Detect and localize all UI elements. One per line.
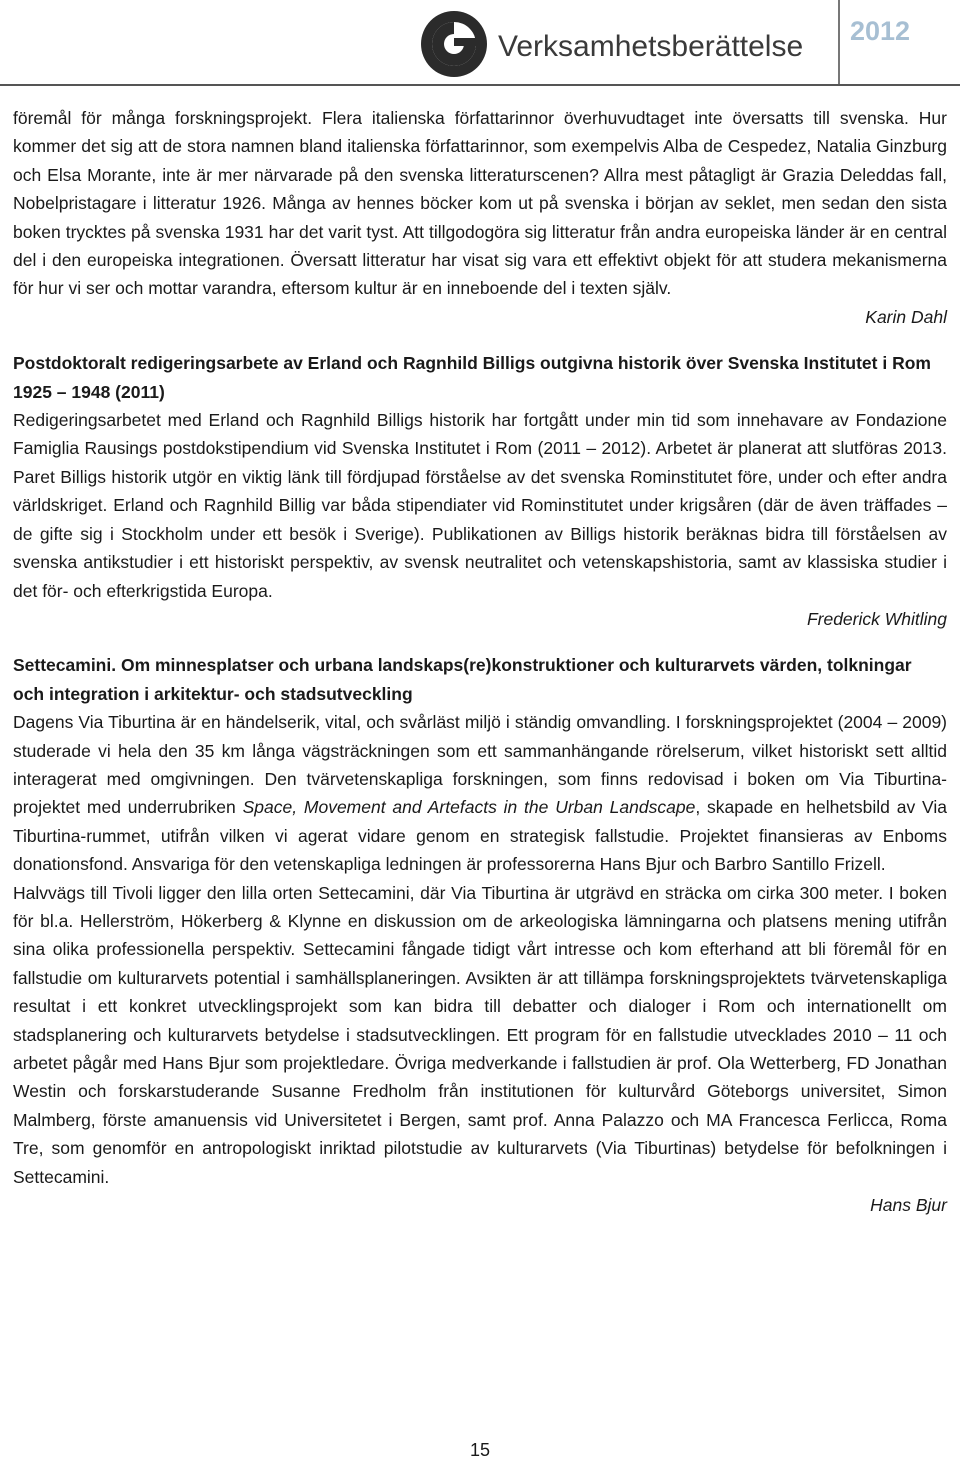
institute-logo bbox=[418, 8, 490, 80]
intro-paragraph: föremål för många forskningsprojekt. Flera italienska författarinnor överhuvudtaget inte översatts till svenska. Hur kommer det sig att de stora namnen bland italienska författarinnor, som exempelvis Alba de Cespedez, Natalia Ginzburg och Elsa Morante, inte är mer närvarade på den svenska litteraturscenen? Allra mest påtagligt är Grazia Deleddas fall, Nobelpristagare i litteratur 1926. Många av hennes böcker kom ut på svenska i början av seklet, men sedan den sista boken trycktes på svenska 1931 har det varit tyst. Att tillgodogöra sig litteratur från andra europeiska länder är en central del i den europeiska integrationen. Översatt litteratur har visat sig vara ett effektivt objekt för att studera mekanismerna för hur vi ser och mottar varandra, eftersom kultur är en inneboende del i texten själv. bbox=[13, 108, 947, 299]
page-number: 15 bbox=[469, 1440, 491, 1460]
billig-paragraph: Redigeringsarbetet med Erland och Ragnhild Billigs historik har fortgått under min tid som innehavare av Fondazione Famiglia Rausings postdokstipendium vid Svenska Institutet i Rom (2011 – 2012). Arbetet är planerat att slutföras 2013. Paret Billigs historik utgör en viktig länk till fördjupad förståelse av det svenska Rominstitutet före, under och efter andra världskriget. Erland och Ragnhild Billig var båda stipendiater vid Rominstitutet under krigsåren (där de även träffades – de gifte sig i Stockholm under ett besök i Sverige). Publikationen av Billigs historik beräknas bidra till förståelsen av svenska antikstudier i ett historiskt perspektiv, av svensk neutralitet och vetenskapshistoria, samt av klassiska studier i det för- och efterkrigstida Europa. bbox=[13, 410, 947, 601]
page-header bbox=[0, 0, 960, 88]
settecamini-text-a: Dagens Via Tiburtina är en händelserik, vital, och svårläst miljö i ständig omvandling. I forskningsprojektet (2004 – 2009) studerade vi hela den 35 km långa vägsträckningen som ett sammanhängande rörelserum, vilket historiskt sett alltid interagerat med omgivningen. Den tvärvetenskapliga forskningen, som finns redovisad i boken om Via Tiburtina-projektet med underrubriken bbox=[13, 712, 947, 818]
report-title: Verksamhetsberättelse bbox=[498, 30, 804, 63]
billig-signature: Frederick Whitling bbox=[806, 608, 947, 629]
book-subtitle: Space, Movement and Artefacts in the Urban Landscape bbox=[242, 797, 696, 818]
settecamini-paragraph-2: Halvvägs till Tivoli ligger den lilla orten Settecamini, där Via Tiburtina är utgrävd en sträcka om cirka 300 meter. I boken för bl.a. Hellerström, Hökerberg & Klynne en diskussion om de arkeologiska lämningarna och platsens mening utifrån sina olika professionella perspektiv. Settecamini fångade tidigt vårt intresse och kom efterhand att bli föremål för en fallstudie om kulturarvets potential i samhällsplaneringen. Avsikten är att tillämpa forskningsprojektets tvärvetenskapliga resultat i ett konkret utvecklingsprojekt som kan bidra till debatter och dialoger i Rom och internationellt om stadsplanering och kulturarvets betydelse i stadsutvecklingen. Ett program för en fallstudie utvecklades 2010 – 11 och arbetet pågår med Hans Bjur som projektledare. Övriga medverkande i fallstudien är prof. Ola Wetterberg, FD Jonathan Westin och forskarstuderande Susanne Fredholm från institutionen för kulturvård Göteborgs universitet, Simon Malmberg, förste amanuensis vid Universitetet i Bergen, samt prof. Anna Palazzo och MA Francesca Ferlicca, Roma Tre, som genomför en antropologiskt inriktad pilotstudie av kulturarvets (Via Tiburtinas) betydelse för befolkningen i Settecamini. bbox=[13, 882, 947, 1187]
report-year: 2012 bbox=[850, 16, 911, 46]
settecamini-signature: Hans Bjur bbox=[870, 1195, 947, 1216]
header-rule bbox=[0, 84, 960, 86]
intro-signature: Karin Dahl bbox=[865, 306, 947, 327]
settecamini-paragraph-1 bbox=[13, 708, 947, 878]
page-content bbox=[13, 104, 947, 1219]
billig-heading: Postdoktoralt redigeringsarbete av Erland och Ragnhild Billigs outgivna historik över Svenska Institutet i Rom 1925 – 1948 (2011) bbox=[13, 353, 931, 402]
settecamini-heading: Settecamini. Om minnesplatser och urbana landskaps(re)konstruktioner och kulturarvets värden, tolkningar och integration i arkitektur- och stadsutveckling bbox=[13, 655, 912, 704]
settecamini-text-b: , skapade en helhetsbild av Via Tiburtina-rummet, utifrån vilken vi agerat vidare genom en strategisk fallstudie. Projektet finansieras av Enboms donationsfond. Ansvariga för den vetenskapliga ledningen är professorerna Hans Bjur och Barbro Santillo Frizell. bbox=[13, 797, 948, 875]
header-divider bbox=[838, 0, 840, 84]
